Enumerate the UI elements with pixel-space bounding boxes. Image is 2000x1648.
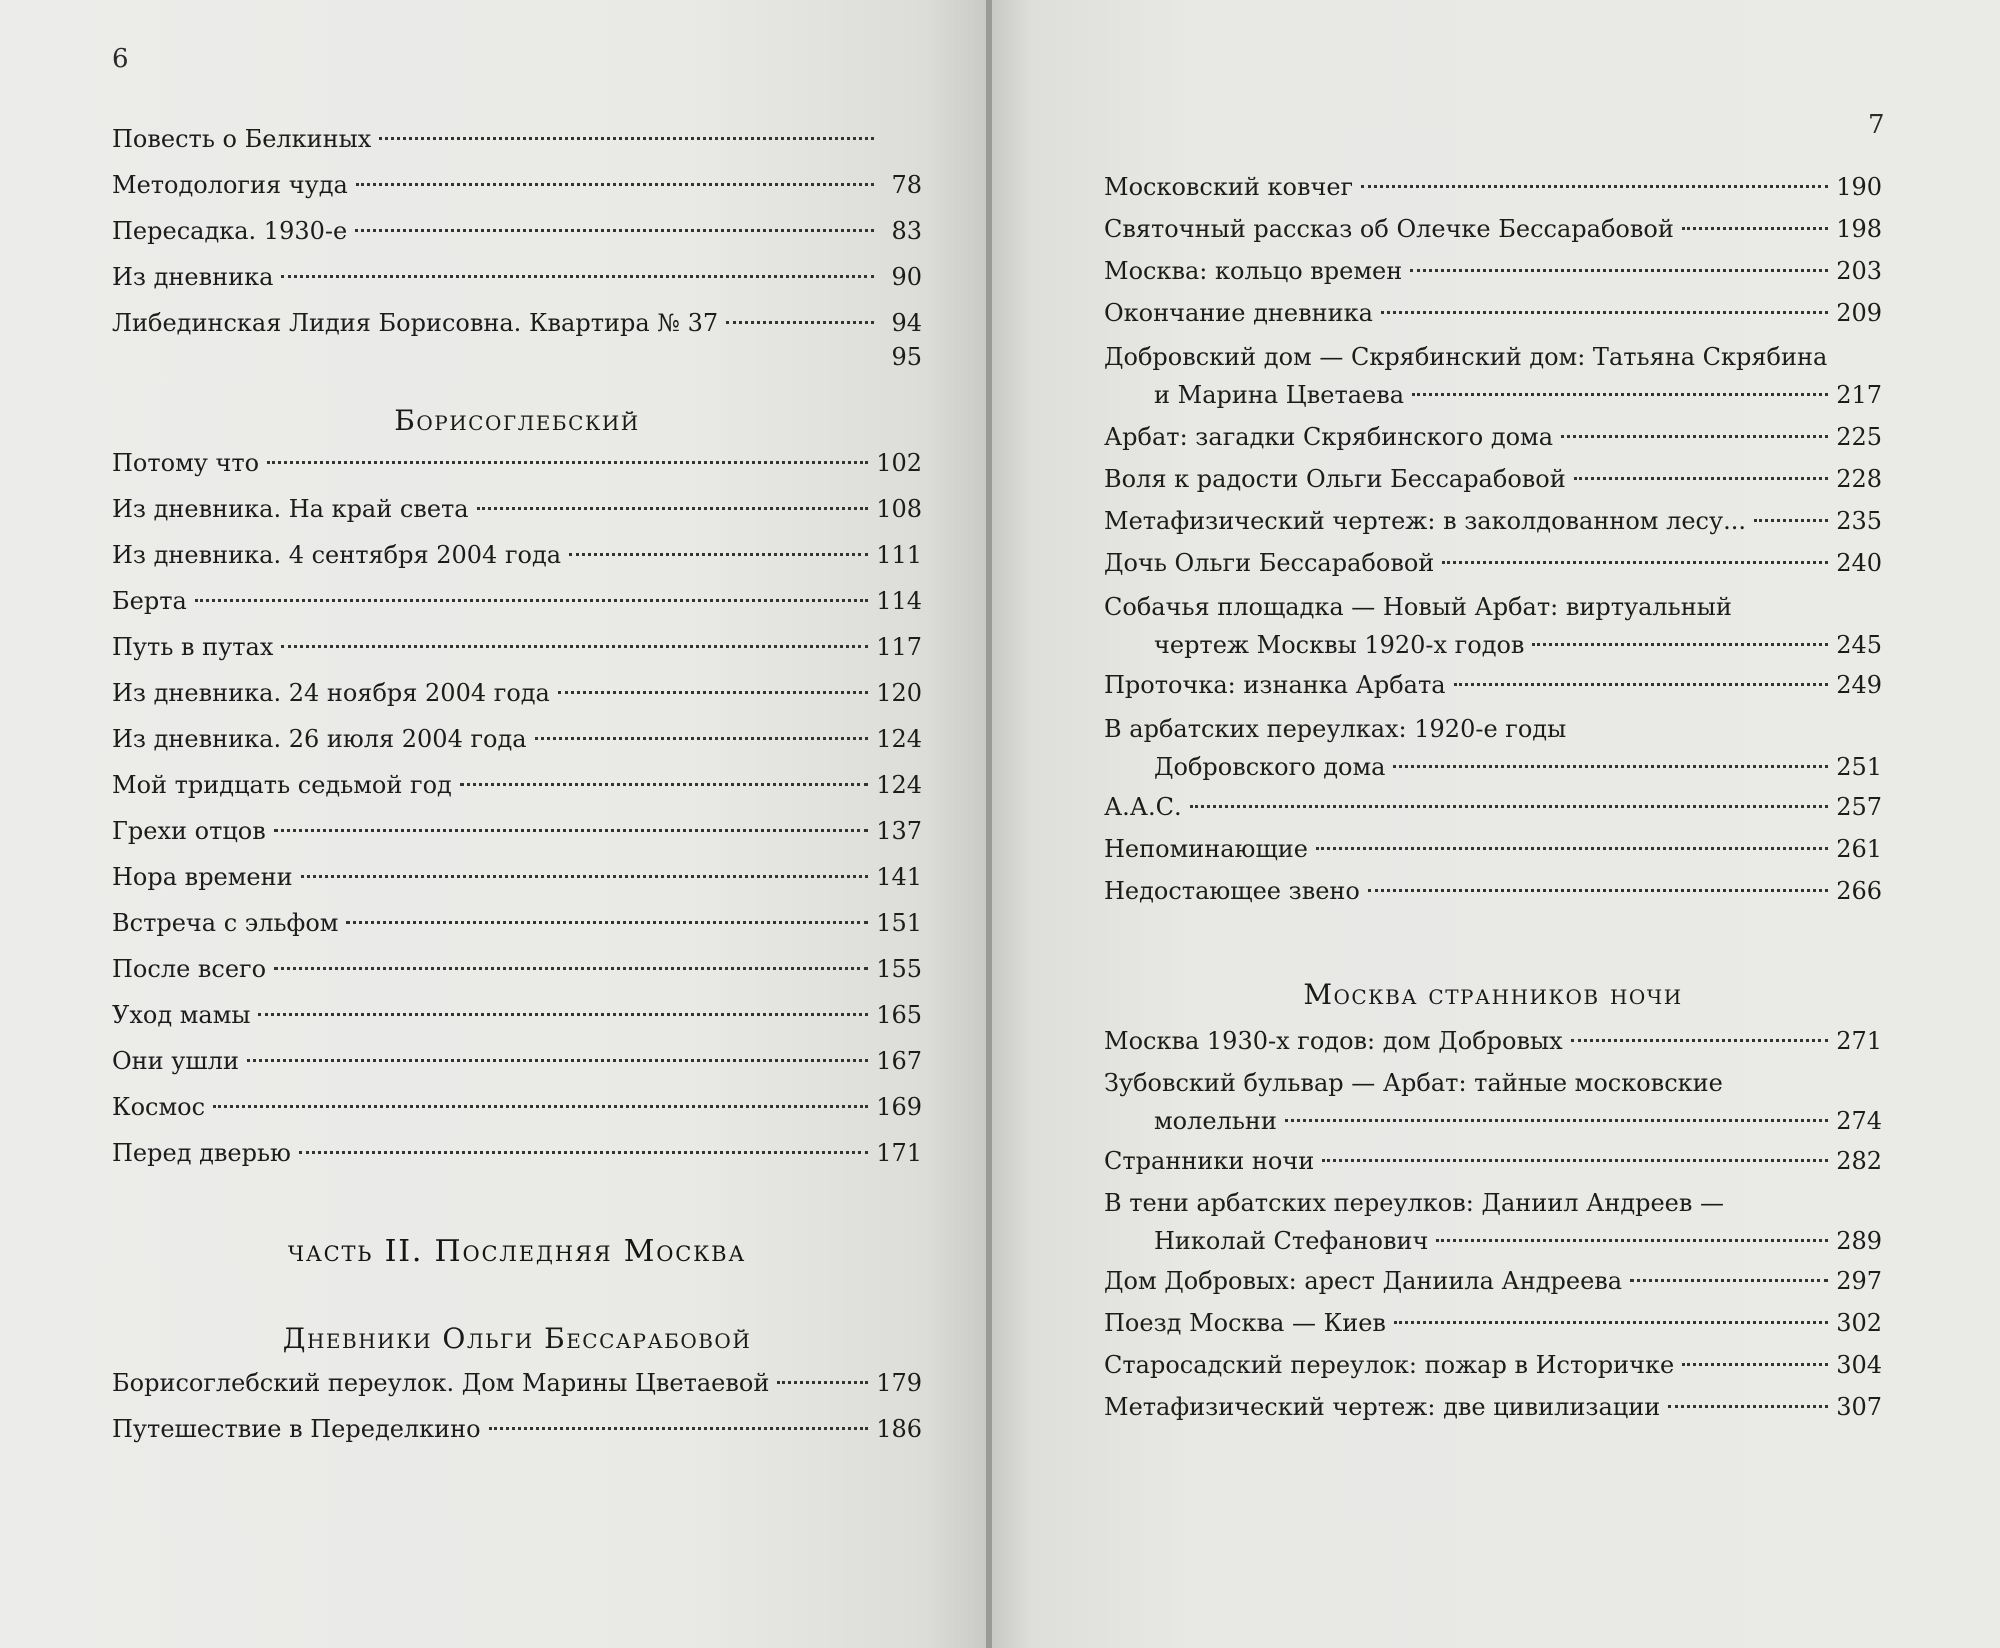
toc-entry: Арбат: загадки Скрябинского дома 225 — [1104, 423, 1882, 451]
toc-block-wanderers — [1104, 1024, 1882, 1424]
toc-entry: Нора времени 141 — [112, 863, 922, 891]
toc-entry: 95 — [891, 343, 922, 371]
toc-entry: Они ушли 167 — [112, 1047, 922, 1075]
toc-entry-multiline: В арбатских переулках: 1920-е годы Добровского дома 251 — [1104, 715, 1882, 781]
toc-entry-multiline: Добровский дом — Скрябинский дом: Татьяна Скрябина и Марина Цветаева 217 — [1104, 343, 1882, 409]
toc-entry: Москва: кольцо времен 203 — [1104, 257, 1882, 285]
part-two-heading: часть II. Последняя Москва — [287, 1234, 747, 1269]
toc-entry: Путь в путах 117 — [112, 633, 922, 661]
page-number-right: 7 — [1868, 110, 1885, 140]
toc-entry-multiline: В тени арбатских переулков: Даниил Андреев — Николай Стефанович 289 — [1104, 1189, 1882, 1255]
toc-entry: Дочь Ольги Бессарабовой 240 — [1104, 549, 1882, 577]
toc-entry: Повесть о Белкиных — [112, 122, 922, 156]
toc-entry: Метафизический чертеж: две цивилизации 307 — [1104, 1393, 1882, 1421]
toc-entry: Путешествие в Переделкино 186 — [112, 1415, 922, 1443]
toc-entry: Странники ночи 282 — [1104, 1147, 1882, 1175]
toc-entry: Из дневника. 24 ноября 2004 года 120 — [112, 679, 922, 707]
toc-entry: Из дневника 90 — [112, 263, 922, 291]
toc-block-borisoglebsky — [112, 446, 922, 1170]
toc-entry: Старосадский переулок: пожар в Историчке 304 — [1104, 1351, 1882, 1379]
section-heading-diaries: Дневники Ольги Бессарабовой — [282, 1322, 752, 1355]
toc-entry: Космос 169 — [112, 1093, 922, 1121]
toc-entry: Поезд Москва — Киев 302 — [1104, 1309, 1882, 1337]
toc-entry: Непоминающие 261 — [1104, 835, 1882, 863]
toc-entry: Берта 114 — [112, 587, 922, 615]
toc-entry: Из дневника. 4 сентября 2004 года 111 — [112, 541, 922, 569]
toc-entry: Московский ковчег 190 — [1104, 173, 1882, 201]
toc-entry: Перед дверью 171 — [112, 1139, 922, 1167]
toc-entry: Борисоглебский переулок. Дом Марины Цветаевой 179 — [112, 1369, 922, 1397]
toc-entry: Встреча с эльфом 151 — [112, 909, 922, 937]
toc-entry: Пересадка. 1930-е 83 — [112, 217, 922, 245]
toc-entry: Москва 1930-х годов: дом Добровых 271 — [1104, 1027, 1882, 1055]
toc-entry: Либединская Лидия Борисовна. Квартира № 37 94 — [112, 309, 922, 337]
toc-block-right-top — [1104, 170, 1882, 908]
toc-entry: Из дневника. На край света 108 — [112, 495, 922, 523]
section-heading-wanderers: Москва странников ночи — [1303, 978, 1683, 1011]
toc-entry: Проточка: изнанка Арбата 249 — [1104, 671, 1882, 699]
page-number-left: 6 — [112, 44, 129, 74]
toc-entry: Недостающее звено 266 — [1104, 877, 1882, 905]
section-heading-borisoglebsky: Борисоглебский — [394, 404, 640, 437]
toc-entry: Святочный рассказ об Олечке Бессарабовой 198 — [1104, 215, 1882, 243]
toc-entry: Мой тридцать седьмой год 124 — [112, 771, 922, 799]
toc-entry: Потому что 102 — [112, 449, 922, 477]
toc-entry: Дом Добровых: арест Даниила Андреева 297 — [1104, 1267, 1882, 1295]
left-page — [0, 0, 986, 1648]
toc-entry: Метафизический чертеж: в заколдованном лесу... 235 — [1104, 507, 1882, 535]
toc-entry: Уход мамы 165 — [112, 1001, 922, 1029]
toc-entry: После всего 155 — [112, 955, 922, 983]
right-page — [992, 0, 2000, 1648]
toc-entry: Методология чуда 78 — [112, 171, 922, 199]
toc-block-diaries — [112, 1366, 922, 1446]
toc-entry-multiline: Зубовский бульвар — Арбат: тайные московские молельни 274 — [1104, 1069, 1882, 1135]
toc-entry: Из дневника. 26 июля 2004 года 124 — [112, 725, 922, 753]
toc-entry: Грехи отцов 137 — [112, 817, 922, 845]
toc-entry: Воля к радости Ольги Бессарабовой 228 — [1104, 465, 1882, 493]
toc-entry: А.А.С. 257 — [1104, 793, 1882, 821]
toc-entry: Окончание дневника 209 — [1104, 299, 1882, 327]
toc-block-top — [112, 122, 922, 374]
toc-entry-multiline: Собачья площадка — Новый Арбат: виртуальный чертеж Москвы 1920-х годов 245 — [1104, 593, 1882, 659]
